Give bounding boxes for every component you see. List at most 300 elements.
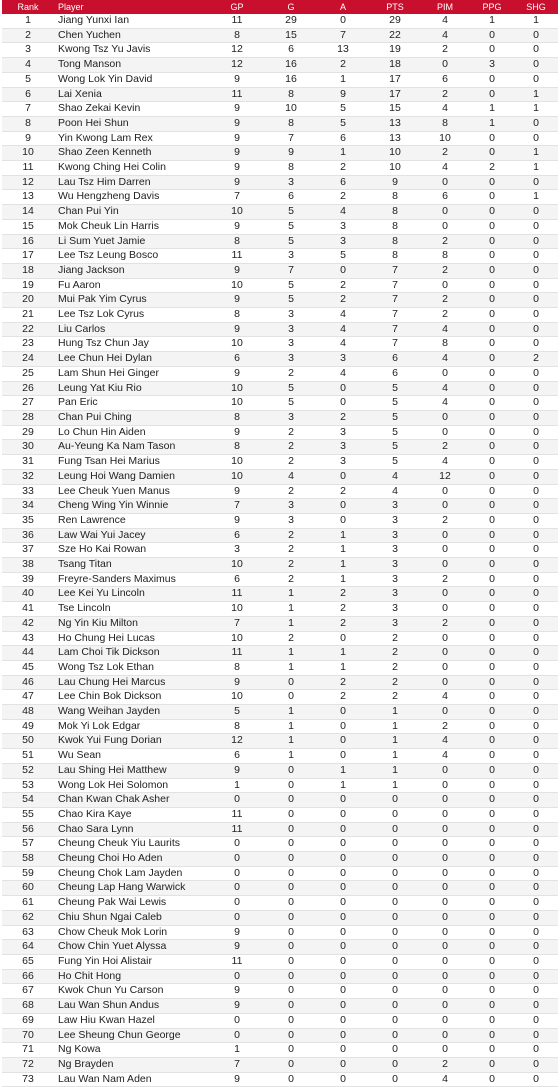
cell-pim: 0 xyxy=(420,1013,470,1028)
cell-rank: 37 xyxy=(2,543,54,558)
cell-shg: 0 xyxy=(514,396,558,411)
cell-pts: 2 xyxy=(370,631,420,646)
cell-rank: 51 xyxy=(2,749,54,764)
header-rank: Rank xyxy=(17,2,39,12)
cell-a: 5 xyxy=(316,102,370,117)
cell-shg: 0 xyxy=(514,249,558,264)
cell-shg: 0 xyxy=(514,587,558,602)
cell-player: Wong Lok Hei Solomon xyxy=(54,778,208,793)
cell-g: 0 xyxy=(266,940,316,955)
table-row xyxy=(2,337,558,352)
cell-g: 0 xyxy=(266,1072,316,1087)
cell-gp: 10 xyxy=(208,205,266,220)
cell-gp: 0 xyxy=(208,793,266,808)
table-row xyxy=(2,984,558,999)
cell-a: 5 xyxy=(316,249,370,264)
cell-player: Law Hiu Kwan Hazel xyxy=(54,1013,208,1028)
cell-rank: 34 xyxy=(2,499,54,514)
cell-rank: 23 xyxy=(2,337,54,352)
cell-pts: 17 xyxy=(370,72,420,87)
cell-a: 0 xyxy=(316,734,370,749)
table-row xyxy=(2,131,558,146)
cell-a: 0 xyxy=(316,984,370,999)
cell-gp: 8 xyxy=(208,719,266,734)
cell-a: 2 xyxy=(316,278,370,293)
cell-g: 3 xyxy=(266,249,316,264)
cell-shg: 0 xyxy=(514,822,558,837)
cell-pts: 0 xyxy=(370,793,420,808)
cell-rank: 8 xyxy=(2,116,54,131)
cell-pts: 13 xyxy=(370,131,420,146)
cell-shg: 0 xyxy=(514,763,558,778)
cell-shg: 0 xyxy=(514,837,558,852)
cell-rank: 46 xyxy=(2,675,54,690)
cell-pts: 3 xyxy=(370,558,420,573)
cell-pts: 0 xyxy=(370,866,420,881)
cell-g: 2 xyxy=(266,484,316,499)
cell-g: 1 xyxy=(266,734,316,749)
cell-g: 2 xyxy=(266,528,316,543)
table-row xyxy=(2,910,558,925)
cell-pim: 2 xyxy=(420,263,470,278)
cell-rank: 30 xyxy=(2,440,54,455)
cell-pts: 1 xyxy=(370,705,420,720)
cell-pts: 7 xyxy=(370,278,420,293)
table-row xyxy=(2,705,558,720)
cell-ppg: 0 xyxy=(470,1028,514,1043)
cell-gp: 9 xyxy=(208,984,266,999)
cell-gp: 11 xyxy=(208,646,266,661)
cell-shg: 0 xyxy=(514,749,558,764)
cell-shg: 1 xyxy=(514,190,558,205)
cell-gp: 9 xyxy=(208,675,266,690)
cell-g: 5 xyxy=(266,293,316,308)
cell-a: 0 xyxy=(316,263,370,278)
cell-rank: 71 xyxy=(2,1043,54,1058)
cell-pim: 0 xyxy=(420,969,470,984)
cell-pim: 0 xyxy=(420,543,470,558)
cell-gp: 7 xyxy=(208,1057,266,1072)
cell-shg: 0 xyxy=(514,72,558,87)
cell-g: 1 xyxy=(266,660,316,675)
table-row xyxy=(2,587,558,602)
cell-rank: 45 xyxy=(2,660,54,675)
table-row xyxy=(2,852,558,867)
cell-ppg: 1 xyxy=(470,102,514,117)
cell-g: 0 xyxy=(266,1028,316,1043)
cell-g: 1 xyxy=(266,602,316,617)
cell-rank: 70 xyxy=(2,1028,54,1043)
cell-a: 0 xyxy=(316,749,370,764)
cell-gp: 9 xyxy=(208,175,266,190)
cell-shg: 0 xyxy=(514,969,558,984)
table-row xyxy=(2,28,558,43)
cell-g: 1 xyxy=(266,749,316,764)
cell-rank: 29 xyxy=(2,425,54,440)
cell-pts: 10 xyxy=(370,146,420,161)
table-row xyxy=(2,396,558,411)
cell-a: 4 xyxy=(316,337,370,352)
table-row xyxy=(2,881,558,896)
cell-shg: 0 xyxy=(514,293,558,308)
cell-ppg: 0 xyxy=(470,705,514,720)
cell-gp: 9 xyxy=(208,925,266,940)
cell-pim: 0 xyxy=(420,807,470,822)
table-row xyxy=(2,837,558,852)
table-row xyxy=(2,278,558,293)
cell-player: Shao Zeen Kenneth xyxy=(54,146,208,161)
cell-ppg: 0 xyxy=(470,734,514,749)
cell-pim: 0 xyxy=(420,1028,470,1043)
cell-pim: 0 xyxy=(420,219,470,234)
cell-ppg: 1 xyxy=(470,116,514,131)
cell-gp: 10 xyxy=(208,278,266,293)
cell-g: 2 xyxy=(266,425,316,440)
cell-ppg: 0 xyxy=(470,852,514,867)
cell-g: 7 xyxy=(266,131,316,146)
cell-a: 1 xyxy=(316,660,370,675)
table-row xyxy=(2,925,558,940)
cell-ppg: 0 xyxy=(470,337,514,352)
cell-ppg: 0 xyxy=(470,263,514,278)
cell-player: Chao Sara Lynn xyxy=(54,822,208,837)
cell-player: Kwok Chun Yu Carson xyxy=(54,984,208,999)
cell-pts: 0 xyxy=(370,940,420,955)
cell-shg: 0 xyxy=(514,469,558,484)
cell-ppg: 0 xyxy=(470,249,514,264)
cell-a: 0 xyxy=(316,837,370,852)
cell-player: Tse Lincoln xyxy=(54,602,208,617)
cell-player: Hung Tsz Chun Jay xyxy=(54,337,208,352)
cell-player: Lee Chin Bok Dickson xyxy=(54,690,208,705)
header-shg: SHG xyxy=(526,2,546,12)
cell-rank: 72 xyxy=(2,1057,54,1072)
cell-rank: 59 xyxy=(2,866,54,881)
cell-ppg: 0 xyxy=(470,72,514,87)
cell-g: 0 xyxy=(266,822,316,837)
cell-player: Chow Cheuk Mok Lorin xyxy=(54,925,208,940)
table-header xyxy=(2,0,558,14)
cell-gp: 5 xyxy=(208,705,266,720)
cell-pim: 6 xyxy=(420,190,470,205)
cell-gp: 11 xyxy=(208,87,266,102)
cell-player: Cheung Choi Ho Aden xyxy=(54,852,208,867)
cell-player: Shao Zekai Kevin xyxy=(54,102,208,117)
cell-a: 0 xyxy=(316,940,370,955)
cell-a: 0 xyxy=(316,852,370,867)
cell-pim: 0 xyxy=(420,558,470,573)
cell-a: 0 xyxy=(316,705,370,720)
cell-shg: 0 xyxy=(514,278,558,293)
cell-player: Lee Cheuk Yuen Manus xyxy=(54,484,208,499)
cell-rank: 50 xyxy=(2,734,54,749)
cell-a: 2 xyxy=(316,484,370,499)
cell-player: Chiu Shun Ngai Caleb xyxy=(54,910,208,925)
cell-rank: 9 xyxy=(2,131,54,146)
cell-gp: 9 xyxy=(208,72,266,87)
table-row xyxy=(2,499,558,514)
cell-ppg: 0 xyxy=(470,513,514,528)
cell-player: Chen Yuchen xyxy=(54,28,208,43)
cell-pts: 0 xyxy=(370,969,420,984)
cell-shg: 0 xyxy=(514,366,558,381)
cell-gp: 7 xyxy=(208,499,266,514)
cell-shg: 0 xyxy=(514,43,558,58)
cell-ppg: 0 xyxy=(470,308,514,323)
table-row xyxy=(2,793,558,808)
cell-pim: 12 xyxy=(420,469,470,484)
cell-shg: 0 xyxy=(514,984,558,999)
cell-pts: 3 xyxy=(370,602,420,617)
cell-a: 5 xyxy=(316,116,370,131)
cell-ppg: 0 xyxy=(470,719,514,734)
cell-a: 4 xyxy=(316,322,370,337)
cell-pim: 0 xyxy=(420,1043,470,1058)
cell-g: 29 xyxy=(266,14,316,28)
cell-g: 3 xyxy=(266,337,316,352)
cell-pim: 0 xyxy=(420,366,470,381)
cell-rank: 13 xyxy=(2,190,54,205)
cell-pts: 3 xyxy=(370,543,420,558)
cell-shg: 0 xyxy=(514,455,558,470)
cell-gp: 3 xyxy=(208,543,266,558)
cell-g: 16 xyxy=(266,58,316,73)
cell-gp: 7 xyxy=(208,616,266,631)
cell-pim: 0 xyxy=(420,984,470,999)
cell-gp: 0 xyxy=(208,1028,266,1043)
cell-a: 6 xyxy=(316,175,370,190)
cell-pts: 3 xyxy=(370,499,420,514)
cell-shg: 0 xyxy=(514,881,558,896)
table-row xyxy=(2,660,558,675)
cell-pim: 8 xyxy=(420,116,470,131)
cell-rank: 27 xyxy=(2,396,54,411)
cell-player: Chow Chin Yuet Alyssa xyxy=(54,940,208,955)
table-row xyxy=(2,58,558,73)
cell-shg: 0 xyxy=(514,734,558,749)
cell-g: 3 xyxy=(266,308,316,323)
cell-ppg: 2 xyxy=(470,161,514,176)
table-row xyxy=(2,102,558,117)
cell-player: Lau Tsz Him Darren xyxy=(54,175,208,190)
cell-rank: 36 xyxy=(2,528,54,543)
cell-pim: 0 xyxy=(420,955,470,970)
cell-pim: 4 xyxy=(420,28,470,43)
cell-player: Mok Cheuk Lin Harris xyxy=(54,219,208,234)
cell-gp: 10 xyxy=(208,690,266,705)
cell-gp: 6 xyxy=(208,528,266,543)
cell-ppg: 0 xyxy=(470,969,514,984)
cell-g: 2 xyxy=(266,631,316,646)
cell-a: 0 xyxy=(316,969,370,984)
cell-shg: 0 xyxy=(514,660,558,675)
cell-g: 0 xyxy=(266,778,316,793)
cell-player: Lam Shun Hei Ginger xyxy=(54,366,208,381)
cell-shg: 0 xyxy=(514,807,558,822)
cell-a: 0 xyxy=(316,469,370,484)
cell-gp: 12 xyxy=(208,58,266,73)
cell-pim: 2 xyxy=(420,513,470,528)
cell-player: Au-Yeung Ka Nam Tason xyxy=(54,440,208,455)
cell-gp: 8 xyxy=(208,440,266,455)
cell-player: Lau Wan Shun Andus xyxy=(54,999,208,1014)
cell-ppg: 0 xyxy=(470,396,514,411)
cell-gp: 11 xyxy=(208,807,266,822)
cell-gp: 6 xyxy=(208,572,266,587)
cell-g: 0 xyxy=(266,866,316,881)
cell-shg: 0 xyxy=(514,528,558,543)
cell-player: Wong Tsz Lok Ethan xyxy=(54,660,208,675)
table-row xyxy=(2,322,558,337)
cell-ppg: 0 xyxy=(470,690,514,705)
cell-gp: 9 xyxy=(208,219,266,234)
cell-ppg: 0 xyxy=(470,219,514,234)
cell-pim: 0 xyxy=(420,866,470,881)
table-row xyxy=(2,822,558,837)
cell-pts: 0 xyxy=(370,822,420,837)
cell-g: 5 xyxy=(266,396,316,411)
cell-g: 0 xyxy=(266,955,316,970)
cell-player: Leung Hoi Wang Damien xyxy=(54,469,208,484)
cell-shg: 0 xyxy=(514,719,558,734)
cell-g: 0 xyxy=(266,837,316,852)
cell-ppg: 0 xyxy=(470,572,514,587)
cell-rank: 62 xyxy=(2,910,54,925)
cell-pts: 3 xyxy=(370,587,420,602)
cell-rank: 42 xyxy=(2,616,54,631)
cell-g: 0 xyxy=(266,1013,316,1028)
cell-pts: 7 xyxy=(370,322,420,337)
cell-player: Lo Chun Hin Aiden xyxy=(54,425,208,440)
cell-gp: 8 xyxy=(208,28,266,43)
cell-rank: 65 xyxy=(2,955,54,970)
cell-shg: 0 xyxy=(514,1057,558,1072)
cell-shg: 0 xyxy=(514,675,558,690)
cell-pts: 6 xyxy=(370,352,420,367)
cell-gp: 10 xyxy=(208,631,266,646)
cell-ppg: 0 xyxy=(470,425,514,440)
cell-ppg: 3 xyxy=(470,58,514,73)
cell-pts: 5 xyxy=(370,381,420,396)
table-row xyxy=(2,778,558,793)
cell-pim: 2 xyxy=(420,87,470,102)
cell-g: 0 xyxy=(266,690,316,705)
cell-rank: 47 xyxy=(2,690,54,705)
cell-a: 7 xyxy=(316,28,370,43)
cell-rank: 55 xyxy=(2,807,54,822)
cell-ppg: 0 xyxy=(470,822,514,837)
cell-gp: 10 xyxy=(208,381,266,396)
cell-pim: 0 xyxy=(420,793,470,808)
cell-a: 0 xyxy=(316,925,370,940)
cell-player: Chan Pui Yin xyxy=(54,205,208,220)
cell-a: 4 xyxy=(316,205,370,220)
cell-ppg: 0 xyxy=(470,175,514,190)
cell-pim: 0 xyxy=(420,646,470,661)
cell-pts: 0 xyxy=(370,881,420,896)
cell-pts: 0 xyxy=(370,807,420,822)
cell-pim: 4 xyxy=(420,14,470,28)
table-row xyxy=(2,234,558,249)
cell-a: 1 xyxy=(316,558,370,573)
cell-g: 3 xyxy=(266,175,316,190)
cell-g: 16 xyxy=(266,72,316,87)
cell-pim: 2 xyxy=(420,234,470,249)
cell-pts: 8 xyxy=(370,205,420,220)
cell-rank: 1 xyxy=(2,14,54,28)
cell-a: 0 xyxy=(316,381,370,396)
cell-gp: 0 xyxy=(208,896,266,911)
cell-player: Cheung Lap Hang Warwick xyxy=(54,881,208,896)
cell-player: Liu Carlos xyxy=(54,322,208,337)
cell-shg: 0 xyxy=(514,940,558,955)
cell-pim: 4 xyxy=(420,352,470,367)
cell-shg: 0 xyxy=(514,131,558,146)
table-row xyxy=(2,807,558,822)
cell-pts: 1 xyxy=(370,778,420,793)
cell-rank: 58 xyxy=(2,852,54,867)
cell-ppg: 0 xyxy=(470,587,514,602)
cell-ppg: 0 xyxy=(470,984,514,999)
cell-shg: 0 xyxy=(514,425,558,440)
table-row xyxy=(2,205,558,220)
cell-pim: 0 xyxy=(420,660,470,675)
table-row xyxy=(2,690,558,705)
cell-shg: 0 xyxy=(514,631,558,646)
cell-pts: 4 xyxy=(370,469,420,484)
cell-a: 1 xyxy=(316,72,370,87)
cell-player: Lau Shing Hei Matthew xyxy=(54,763,208,778)
cell-ppg: 0 xyxy=(470,410,514,425)
cell-pts: 0 xyxy=(370,852,420,867)
cell-player: Ng Yin Kiu Milton xyxy=(54,616,208,631)
cell-a: 0 xyxy=(316,881,370,896)
cell-pim: 2 xyxy=(420,43,470,58)
cell-g: 8 xyxy=(266,87,316,102)
cell-pim: 4 xyxy=(420,734,470,749)
cell-ppg: 0 xyxy=(470,499,514,514)
cell-a: 0 xyxy=(316,1072,370,1087)
cell-g: 2 xyxy=(266,558,316,573)
cell-player: Li Sum Yuet Jamie xyxy=(54,234,208,249)
cell-shg: 0 xyxy=(514,263,558,278)
cell-a: 0 xyxy=(316,1043,370,1058)
cell-gp: 1 xyxy=(208,1043,266,1058)
table-row xyxy=(2,87,558,102)
cell-shg: 0 xyxy=(514,602,558,617)
cell-a: 2 xyxy=(316,690,370,705)
cell-pim: 0 xyxy=(420,58,470,73)
cell-gp: 9 xyxy=(208,940,266,955)
cell-gp: 0 xyxy=(208,866,266,881)
cell-rank: 24 xyxy=(2,352,54,367)
cell-a: 3 xyxy=(316,440,370,455)
cell-pts: 4 xyxy=(370,484,420,499)
cell-gp: 9 xyxy=(208,999,266,1014)
cell-player: Sze Ho Kai Rowan xyxy=(54,543,208,558)
cell-a: 0 xyxy=(316,1013,370,1028)
cell-g: 8 xyxy=(266,161,316,176)
cell-pim: 0 xyxy=(420,675,470,690)
table-row xyxy=(2,616,558,631)
cell-pim: 0 xyxy=(420,484,470,499)
cell-pts: 3 xyxy=(370,616,420,631)
cell-g: 3 xyxy=(266,513,316,528)
cell-g: 5 xyxy=(266,205,316,220)
cell-rank: 7 xyxy=(2,102,54,117)
cell-gp: 9 xyxy=(208,131,266,146)
cell-ppg: 0 xyxy=(470,455,514,470)
